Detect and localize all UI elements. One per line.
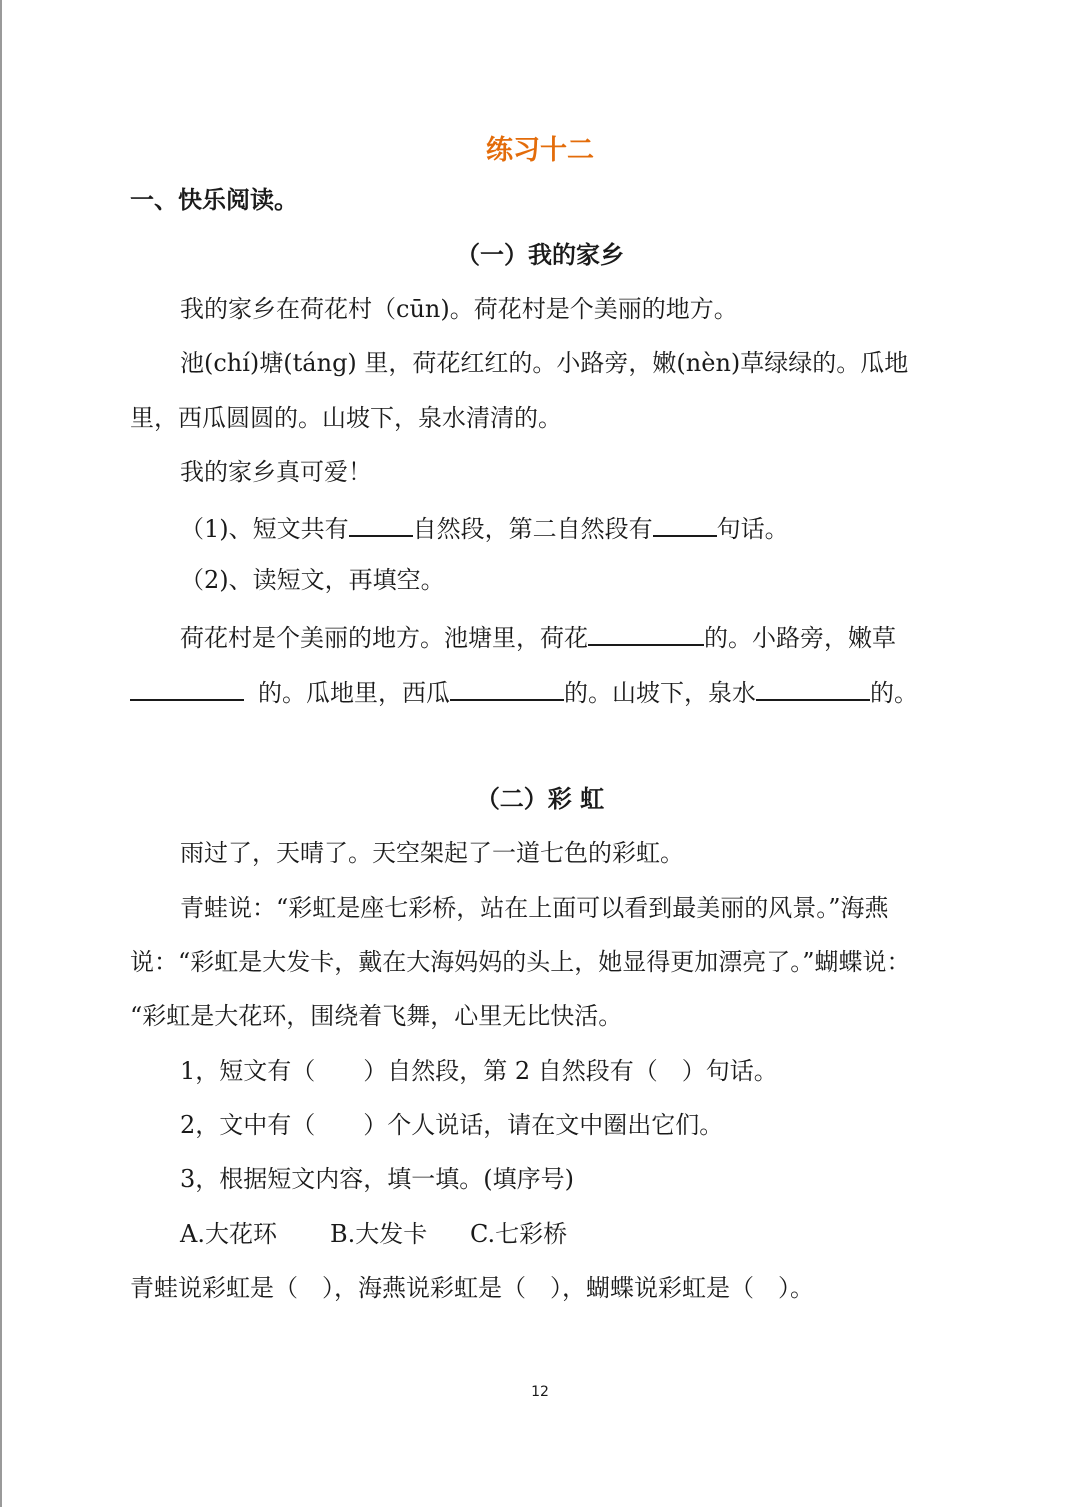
answer-blank[interactable]	[588, 620, 704, 646]
passage2-title: （二）彩 虹	[475, 785, 605, 813]
question1-text-a: （1)、短文共有	[180, 515, 349, 543]
passage1-fill-line1	[180, 620, 896, 653]
passage2-answer-line: 青蛙说彩虹是（ ），海燕说彩虹是（ ），蝴蝶说彩虹是（ ）。	[130, 1274, 814, 1302]
answer-blank[interactable]	[756, 675, 870, 701]
answer-blank[interactable]	[450, 675, 564, 701]
passage2-question3: 3，根据短文内容，填一填。(填序号)	[180, 1165, 574, 1193]
passage1-question1	[180, 511, 789, 544]
passage1-paragraph1: 我的家乡在荷花村（cūn)。荷花村是个美丽的地方。	[180, 295, 738, 323]
passage1-fill-line2	[130, 675, 918, 708]
passage1-title: （一）我的家乡	[456, 241, 624, 269]
passage2-paragraph1: 雨过了，天晴了。天空架起了一道七色的彩虹。	[180, 839, 684, 867]
page-title: 练习十二	[486, 135, 594, 166]
fill-text: 的。瓜地里，西瓜	[258, 679, 450, 707]
passage2-paragraph2-line3: “彩虹是大花环，围绕着飞舞，心里无比快活。	[130, 1002, 623, 1030]
option-a: A.大花环	[180, 1220, 277, 1248]
passage1-paragraph2-line1: 池(chí)塘(táng) 里，荷花红红的。小路旁，嫩(nèn)草绿绿的。瓜地	[180, 349, 909, 377]
question1-text-c: 句话。	[716, 515, 789, 543]
passage2-question2: 2，文中有（ ）个人说话，请在文中圈出它们。	[180, 1111, 724, 1139]
option-c: C.七彩桥	[470, 1220, 568, 1248]
fill-text: 荷花村是个美丽的地方。池塘里，荷花	[180, 624, 588, 652]
passage2-question1: 1，短文有（ ）自然段，第 2 自然段有（ ）句话。	[180, 1057, 778, 1085]
answer-blank[interactable]	[349, 511, 413, 537]
passage2-paragraph2-line2: 说：“彩虹是大发卡，戴在大海妈妈的头上，她显得更加漂亮了。”蝴蝶说：	[130, 948, 911, 976]
page-number: 12	[531, 1384, 549, 1400]
page-left-border	[0, 0, 2, 1507]
fill-text: 的。	[870, 679, 918, 707]
fill-text: 的。山坡下，泉水	[564, 679, 756, 707]
answer-blank[interactable]	[130, 675, 244, 701]
passage2-paragraph2-line1: 青蛙说：“彩虹是座七彩桥，站在上面可以看到最美丽的风景。”海燕	[180, 894, 889, 922]
passage1-paragraph3: 我的家乡真可爱！	[180, 458, 372, 486]
section-heading: 一、快乐阅读。	[130, 186, 298, 214]
passage1-question2: （2)、读短文，再填空。	[180, 566, 445, 594]
passage1-paragraph2-line2: 里，西瓜圆圆的。山坡下，泉水清清的。	[130, 404, 562, 432]
fill-text: 的。小路旁，嫩草	[704, 624, 896, 652]
option-b: B.大发卡	[330, 1220, 428, 1248]
answer-blank[interactable]	[653, 511, 717, 537]
question1-text-b: 自然段，第二自然段有	[412, 515, 653, 543]
